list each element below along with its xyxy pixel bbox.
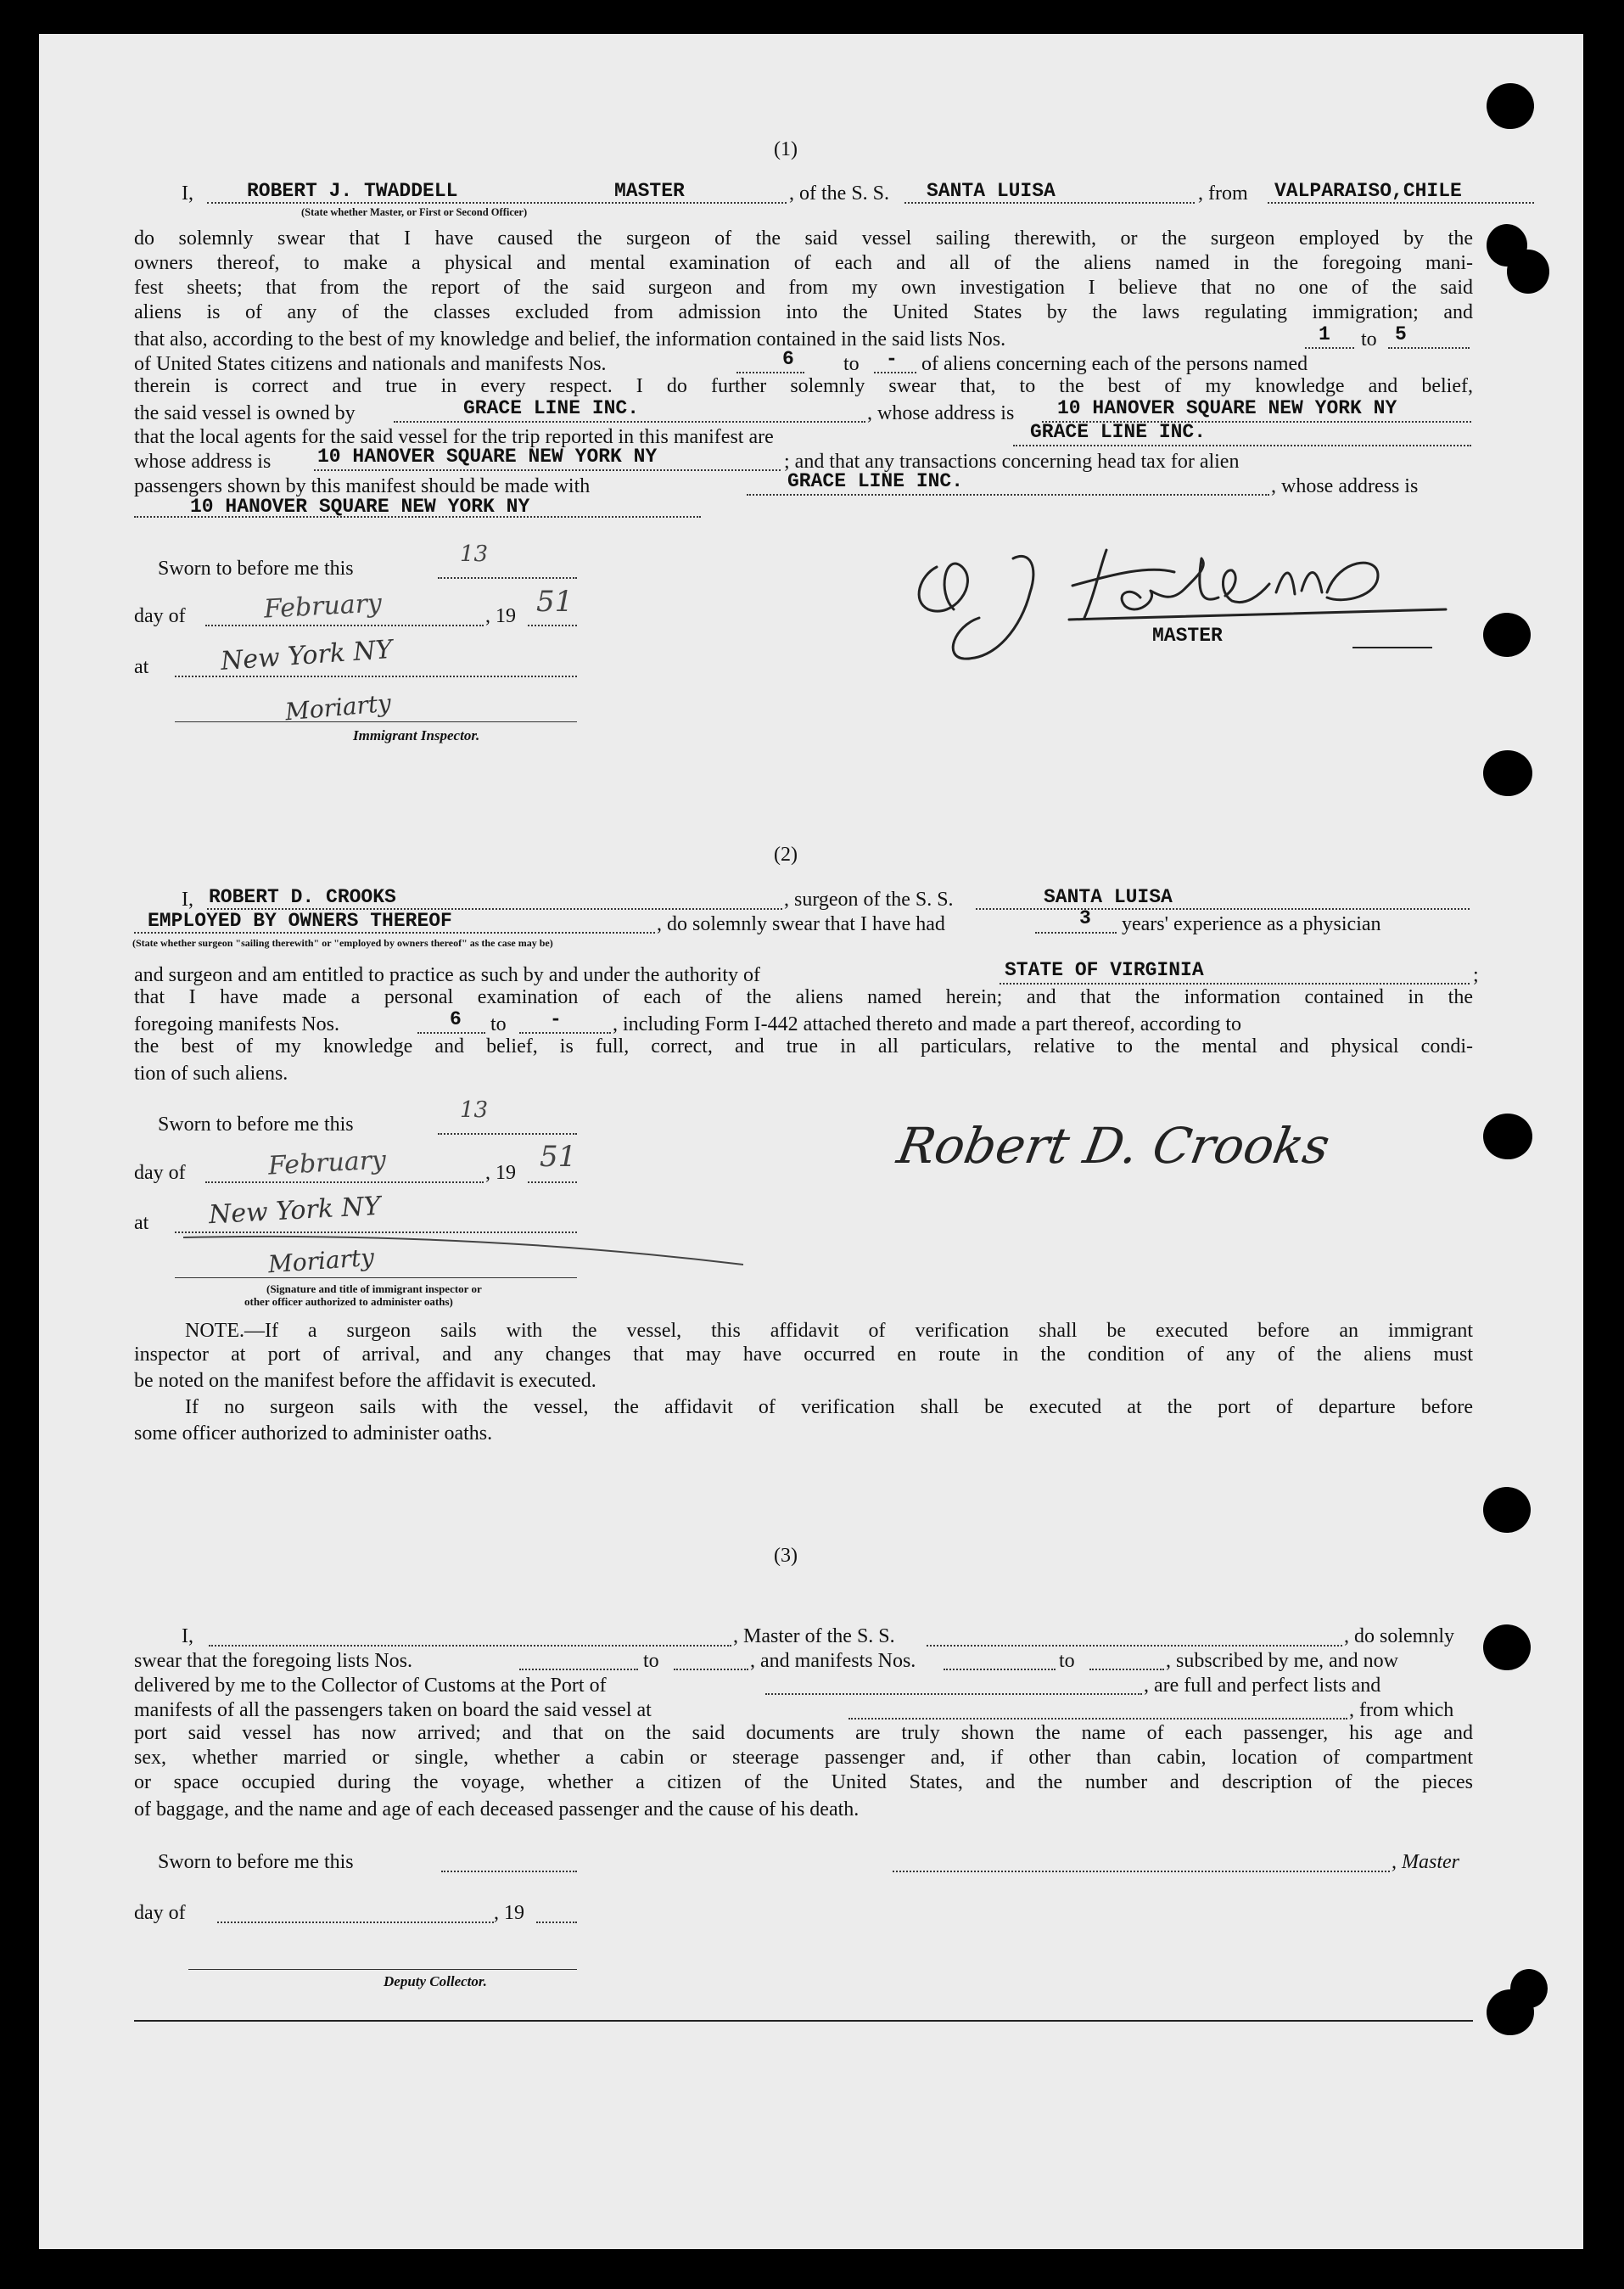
s3-boarded-line	[848, 1718, 1347, 1720]
s2-year-line	[528, 1181, 577, 1183]
s1-agents: GRACE LINE INC.	[1030, 421, 1207, 443]
s1-month: February	[263, 588, 383, 625]
s1-headtax: GRACE LINE INC.	[787, 470, 964, 492]
s1-inspector-caption: Immigrant Inspector.	[353, 727, 480, 743]
s3-collector-caption: Deputy Collector.	[384, 1973, 487, 1989]
s1-at-label: at	[134, 656, 149, 678]
s1-inspector-signature: Moriarty	[283, 688, 393, 727]
s1-owner-address: 10 HANOVER SQUARE NEW YORK NY	[1057, 397, 1397, 419]
s1-master-signature	[903, 516, 1463, 686]
s1-text-line-8b: , whose address is	[867, 402, 1015, 424]
s1-master-name: ROBERT J. TWADDELL	[247, 180, 458, 202]
s3-vessel-line	[927, 1645, 1342, 1647]
s1-text-line-11a: passengers shown by this manifest should be made with	[134, 475, 591, 497]
s1-text-line-4: aliens is of any of the classes excluded from admission into the United States by the laws regulating immigration; and	[134, 301, 1473, 323]
s2-sworn-day-line	[438, 1133, 577, 1135]
s3-line-2a: swear that the foregoing lists Nos.	[134, 1650, 412, 1672]
s1-manifests-from: 6	[782, 348, 794, 370]
section-1-number: (1)	[774, 138, 798, 160]
s3-line-1a: I,	[182, 1625, 193, 1647]
s1-agents-line	[1013, 445, 1471, 446]
s1-rank: MASTER	[614, 180, 685, 202]
punch-hole	[1483, 1624, 1531, 1670]
s2-employment: EMPLOYED BY OWNERS THEREOF	[148, 910, 452, 932]
s3-year-prefix: , 19	[494, 1902, 524, 1924]
s2-line-3-semicolon: ;	[1473, 964, 1479, 986]
s1-text-line-8a: the said vessel is owned by	[134, 402, 356, 424]
punch-hole	[1510, 1969, 1548, 2008]
s2-years: 3	[1079, 907, 1091, 929]
s3-month-line	[217, 1922, 494, 1923]
s2-line-7: tion of such aliens.	[134, 1063, 288, 1085]
s2-manifests-from: 6	[450, 1008, 462, 1030]
s1-sworn-day-line	[438, 577, 577, 579]
note-p2-line-2: some officer authorized to administer oaths.	[134, 1422, 493, 1445]
punch-hole	[1487, 83, 1534, 129]
s1-agents-address-line	[314, 469, 781, 471]
s2-employment-hint: (State whether surgeon "sailing therewith" or "employed by owners thereof" as the case may be)	[132, 937, 553, 949]
s2-sworn-label: Sworn to before me this	[158, 1114, 354, 1136]
s3-port-line	[765, 1693, 1142, 1695]
s2-surgeon-of: , surgeon of the S. S.	[784, 889, 954, 911]
s2-caption-2: other officer authorized to administer oaths)	[244, 1295, 453, 1308]
s1-text-line-7: therein is correct and true in every respect. I do further solemnly swear that, to the best of my knowledge and belief,	[134, 375, 1473, 397]
s2-line-2c: years' experience as a physician	[1122, 913, 1381, 935]
s1-lists-from: 1	[1319, 323, 1330, 345]
note-p2-line-1: If no surgeon sails with the vessel, the affidavit of verification shall be executed at the port of departure before	[185, 1396, 1473, 1418]
note-p1-line-3: be noted on the manifest before the affidavit is executed.	[134, 1370, 596, 1392]
s1-text-line-3: fest sheets; that from the report of the said surgeon and from my own investigation I believe that no one of the said	[134, 277, 1473, 299]
s2-authority: STATE OF VIRGINIA	[1005, 959, 1204, 981]
s2-surgeon-signature	[893, 1110, 1414, 1187]
s1-from: , from	[1198, 182, 1248, 205]
s1-text-line-10b: ; and that any transactions concerning head tax for alien	[784, 451, 1240, 473]
s2-sworn-day: 13	[460, 1097, 489, 1123]
s2-years-line	[1035, 932, 1117, 934]
note-p1-line-2: inspector at port of arrival, and any changes that may have occurred en route in the condition of any of the aliens must	[134, 1344, 1473, 1366]
s3-collector-line	[188, 1969, 577, 1970]
s1-place-line	[175, 676, 577, 677]
punch-hole	[1483, 1487, 1531, 1533]
s2-surgeon-name: ROBERT D. CROOKS	[209, 886, 396, 908]
s2-year-prefix: , 19	[485, 1162, 516, 1184]
s3-day-of-label: day of	[134, 1902, 186, 1924]
s1-text-line-10a: whose address is	[134, 451, 272, 473]
s1-from-port: VALPARAISO,CHILE	[1274, 180, 1462, 202]
s3-lists-from-line	[519, 1669, 638, 1670]
s2-employment-line	[134, 932, 655, 934]
s1-owner-line	[394, 421, 865, 423]
s1-of-ss: , of the S. S.	[789, 182, 890, 205]
s1-text-line-5: that also, according to the best of my knowledge and belief, the information contained in the said lists Nos.	[134, 328, 1006, 351]
s3-sworn-label: Sworn to before me this	[158, 1851, 354, 1873]
s2-at-label: at	[134, 1212, 149, 1234]
s3-manifests-to-line	[1089, 1669, 1164, 1670]
s1-day-of-label: day of	[134, 605, 186, 627]
s3-year-line	[536, 1922, 577, 1923]
s1-rank-hint: (State whether Master, or First or Second Officer)	[301, 206, 528, 218]
s2-line-3a: and surgeon and am entitled to practice as such by and under the authority of	[134, 964, 760, 986]
s2-inspector-signature: Moriarty	[266, 1243, 375, 1279]
s1-month-line	[205, 625, 484, 626]
s2-i: I,	[182, 889, 193, 911]
s2-line-5b: , including Form I-442 attached thereto and made a part thereof, according to	[613, 1013, 1242, 1035]
note-p1-line-1: NOTE.—If a surgeon sails with the vessel, this affidavit of verification shall be executed before an immigrant	[185, 1320, 1473, 1342]
s2-day-of-label: day of	[134, 1162, 186, 1184]
s1-to-1: to	[1361, 328, 1377, 351]
s3-line-4a: manifests of all the passengers taken on board the said vessel at	[134, 1699, 652, 1721]
s1-lists-to-line	[1388, 347, 1470, 349]
s1-to-2: to	[843, 353, 860, 375]
s2-month: February	[267, 1145, 387, 1181]
s3-line-8: of baggage, and the name and age of each deceased passenger and the cause of his death.	[134, 1798, 860, 1821]
s2-line-4: that I have made a personal examination of each of the aliens named herein; and that the information contained in the	[134, 986, 1473, 1008]
s3-master-line	[209, 1645, 731, 1647]
s1-master-signature-text: R J Twaddell	[903, 516, 908, 517]
s1-text-line-2: owners thereof, to make a physical and mental examination of each and all of the aliens named in the foregoing mani-	[134, 252, 1473, 274]
s1-inspector-line	[175, 721, 577, 722]
s3-master-signature-line	[893, 1871, 1390, 1872]
manifest-affidavit-page	[39, 34, 1583, 2249]
s3-line-1c: , do solemnly	[1344, 1625, 1454, 1647]
s3-line-3b: , are full and perfect lists and	[1144, 1675, 1381, 1697]
s1-year-suffix: 51	[536, 585, 574, 619]
bottom-rule	[134, 2020, 1473, 2022]
s1-lists-to: 5	[1395, 323, 1407, 345]
punch-hole	[1483, 1114, 1532, 1159]
s2-year-suffix: 51	[540, 1140, 577, 1174]
s3-line-4b: , from which	[1349, 1699, 1454, 1721]
s1-struck-text	[1352, 647, 1432, 648]
s2-line-2b: , do solemnly swear that I have had	[657, 913, 945, 935]
s1-master-line	[207, 202, 787, 204]
s2-caption-1: (Signature and title of immigrant inspector or	[266, 1282, 482, 1295]
s3-to-2: to	[1059, 1650, 1075, 1672]
s1-headtax-line	[747, 494, 1269, 496]
s2-vessel-line	[976, 908, 1470, 910]
s2-place-flourish	[175, 1231, 752, 1273]
punch-hole	[1483, 613, 1531, 657]
s1-text-line-9a: that the local agents for the said vessel for the trip reported in this manifest are	[134, 426, 774, 448]
s2-inspector-line	[175, 1277, 577, 1278]
s1-from-line	[1268, 202, 1534, 204]
s3-lists-to-line	[674, 1669, 748, 1670]
s1-text-line-6a: of United States citizens and nationals and manifests Nos.	[134, 353, 607, 375]
s1-sworn-day: 13	[460, 541, 489, 567]
s1-vessel-line	[904, 202, 1195, 204]
s1-headtax-address: 10 HANOVER SQUARE NEW YORK NY	[190, 496, 530, 518]
s2-line-5a: foregoing manifests Nos.	[134, 1013, 339, 1035]
s2-manifests-to: -	[550, 1008, 562, 1030]
s1-lists-from-line	[1305, 347, 1354, 349]
s3-line-1b: , Master of the S. S.	[733, 1625, 895, 1647]
s1-text-line-6b: of aliens concerning each of the persons named	[921, 353, 1308, 375]
s3-sworn-day-line	[441, 1871, 577, 1872]
s2-surgeon-signature-text: Robert D. Crooks	[893, 1117, 1335, 1175]
s1-year-prefix: , 19	[485, 605, 516, 627]
s1-text-line-1: do solemnly swear that I have caused the surgeon of the said vessel sailing therewith, or the surgeon employed by the	[134, 227, 1473, 250]
s1-agents-address: 10 HANOVER SQUARE NEW YORK NY	[317, 446, 658, 468]
s3-to-1: to	[643, 1650, 659, 1672]
s2-vessel: SANTA LUISA	[1044, 886, 1173, 908]
punch-hole	[1483, 750, 1532, 796]
s1-sworn-label: Sworn to before me this	[158, 558, 354, 580]
s3-manifests-from-line	[944, 1669, 1056, 1670]
s3-master-label: , Master	[1392, 1851, 1459, 1873]
s2-line-6: the best of my knowledge and belief, is full, correct, and true in all particulars, relative to the mental and physical condi-	[134, 1035, 1473, 1058]
s3-line-7: or space occupied during the voyage, whether a citizen of the United States, and the number and description of the pieces	[134, 1771, 1473, 1793]
s1-i: I,	[182, 182, 193, 205]
section-3-number: (3)	[774, 1545, 798, 1567]
punch-hole	[1507, 250, 1549, 294]
s2-month-line	[205, 1181, 484, 1183]
s3-line-3a: delivered by me to the Collector of Customs at the Port of	[134, 1675, 607, 1697]
s1-place: New York NY	[219, 634, 394, 677]
s3-line-5: port said vessel has now arrived; and that on the said documents are truly shown the name of each passenger, his age and	[134, 1722, 1473, 1744]
s1-manifests-to: -	[886, 348, 898, 370]
s3-line-2b: , and manifests Nos.	[750, 1650, 916, 1672]
s1-year-line	[528, 625, 577, 626]
s1-signer-title: MASTER	[1152, 625, 1223, 647]
s3-line-2c: , subscribed by me, and now	[1166, 1650, 1398, 1672]
s2-place: New York NY	[208, 1191, 382, 1231]
s1-vessel: SANTA LUISA	[927, 180, 1056, 202]
section-2-number: (2)	[774, 844, 798, 866]
s1-owner: GRACE LINE INC.	[463, 397, 640, 419]
s3-line-6: sex, whether married or single, whether a cabin or steerage passenger and, if other than cabin, location of compartment	[134, 1747, 1473, 1769]
s1-text-line-11b: , whose address is	[1271, 475, 1419, 497]
s2-to: to	[490, 1013, 507, 1035]
